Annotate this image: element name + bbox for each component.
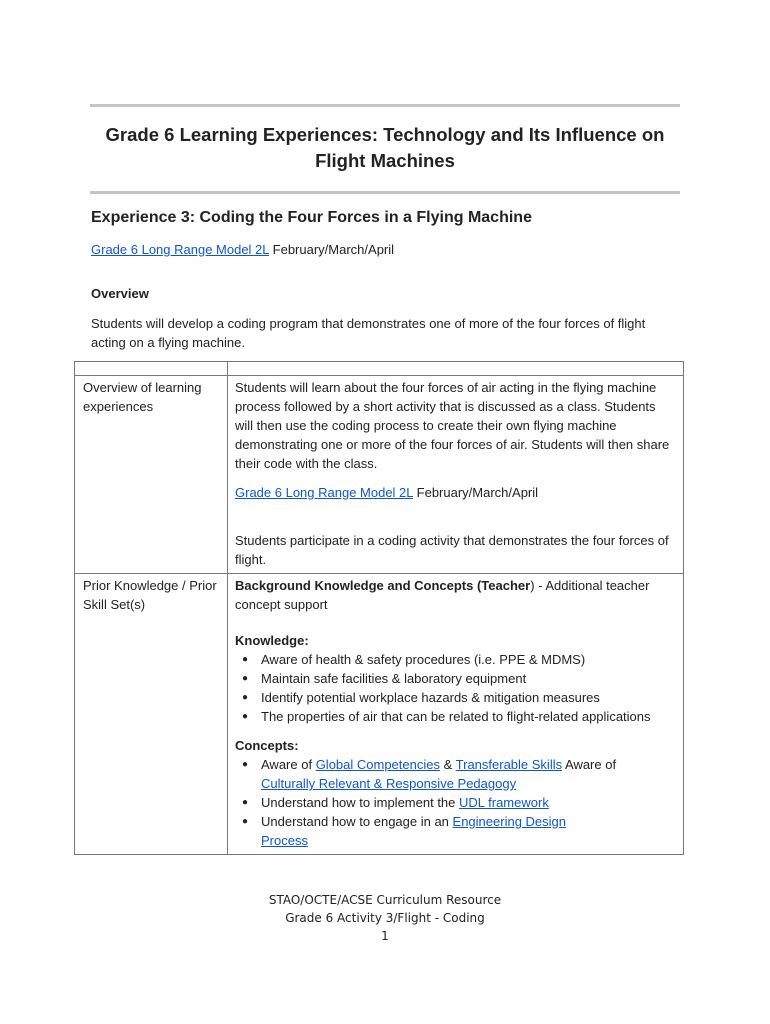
overview-text: Students will develop a coding program that demonstrates one of more of the four forces of flight acting on a flying machine. bbox=[91, 316, 646, 350]
table-model-period: February/March/April bbox=[413, 485, 539, 500]
coding-activity-paragraph: Students participate in a coding activity that demonstrates the four forces of flight. bbox=[235, 533, 669, 567]
table-row bbox=[75, 376, 684, 574]
document-title: Grade 6 Learning Experiences: Technology and Its Influence on Flight Machines bbox=[105, 124, 665, 171]
background-knowledge-line bbox=[235, 576, 673, 614]
table-row bbox=[75, 574, 684, 855]
concept2-prefix: Understand how to implement the bbox=[261, 795, 459, 810]
row-label-prior-knowledge: Prior Knowledge / Prior Skill Set(s) bbox=[75, 574, 228, 855]
knowledge-list bbox=[235, 650, 673, 726]
list-item bbox=[235, 793, 673, 812]
knowledge-heading: Knowledge: bbox=[235, 633, 309, 648]
overview-label: Overview bbox=[91, 286, 149, 301]
culturally-relevant-pedagogy-link[interactable]: Culturally Relevant & Responsive Pedagogy bbox=[261, 776, 517, 791]
concept1-mid2: Aware of bbox=[562, 757, 617, 772]
row-label-overview: Overview of learning experiences bbox=[75, 376, 228, 574]
concept1-mid: & bbox=[439, 757, 456, 772]
overview-paragraph: Students will learn about the four forces of air acting in the flying machine process followed by a short activity that is discussed as a class. Students will then use the coding process to create their own flying machine demonstrating one or more of the four forces of air. Students will then share their code with the class. bbox=[235, 380, 670, 471]
concept3-prefix: Understand how to engage in an bbox=[261, 814, 453, 829]
background-rest: ) - Additional teacher concept support bbox=[235, 578, 650, 612]
footer-line-2: Grade 6 Activity 3/Flight - Coding bbox=[285, 911, 485, 925]
footer-line-1: STAO/OCTE/ACSE Curriculum Resource bbox=[268, 893, 502, 907]
model-line bbox=[91, 240, 394, 259]
page-number: 1 bbox=[381, 929, 389, 943]
table-header-row bbox=[75, 362, 684, 376]
top-divider bbox=[90, 104, 680, 107]
row-content-overview bbox=[228, 376, 684, 574]
list-item: ● Identify potential workplace hazards & mitigation measures bbox=[235, 688, 673, 707]
concepts-list bbox=[235, 755, 673, 850]
row-content-prior-knowledge bbox=[228, 574, 684, 855]
list-item bbox=[235, 812, 673, 850]
list-item: ● The properties of air that can be related to flight-related applications bbox=[235, 707, 673, 726]
list-item bbox=[235, 755, 673, 793]
page-footer bbox=[0, 891, 770, 945]
engineering-design-process-link[interactable]: Engineering Design Process bbox=[261, 814, 566, 848]
concepts-heading: Concepts: bbox=[235, 738, 299, 753]
transferable-skills-link[interactable]: Transferable Skills bbox=[455, 757, 563, 772]
experience-heading: Experience 3: Coding the Four Forces in a Flying Machine bbox=[91, 209, 532, 226]
global-competencies-link[interactable]: Global Competencies bbox=[315, 757, 440, 772]
concept1-prefix: Aware of bbox=[261, 757, 316, 772]
model-period: February/March/April bbox=[269, 242, 395, 257]
long-range-model-link[interactable]: Grade 6 Long Range Model 2L bbox=[91, 242, 270, 257]
bottom-divider bbox=[90, 191, 680, 194]
list-item: ● Maintain safe facilities & laboratory equipment bbox=[235, 669, 673, 688]
table-model-link[interactable]: Grade 6 Long Range Model 2L bbox=[235, 485, 414, 500]
header-cell-right bbox=[228, 362, 684, 376]
learning-table bbox=[74, 361, 684, 855]
list-item: ● Aware of health & safety procedures (i.e. PPE & MDMS) bbox=[235, 650, 673, 669]
header-cell-left bbox=[75, 362, 228, 376]
udl-framework-link[interactable]: UDL framework bbox=[459, 795, 549, 810]
background-bold: Background Knowledge and Concepts (Teacher bbox=[235, 578, 531, 593]
model-line-table bbox=[235, 483, 673, 502]
